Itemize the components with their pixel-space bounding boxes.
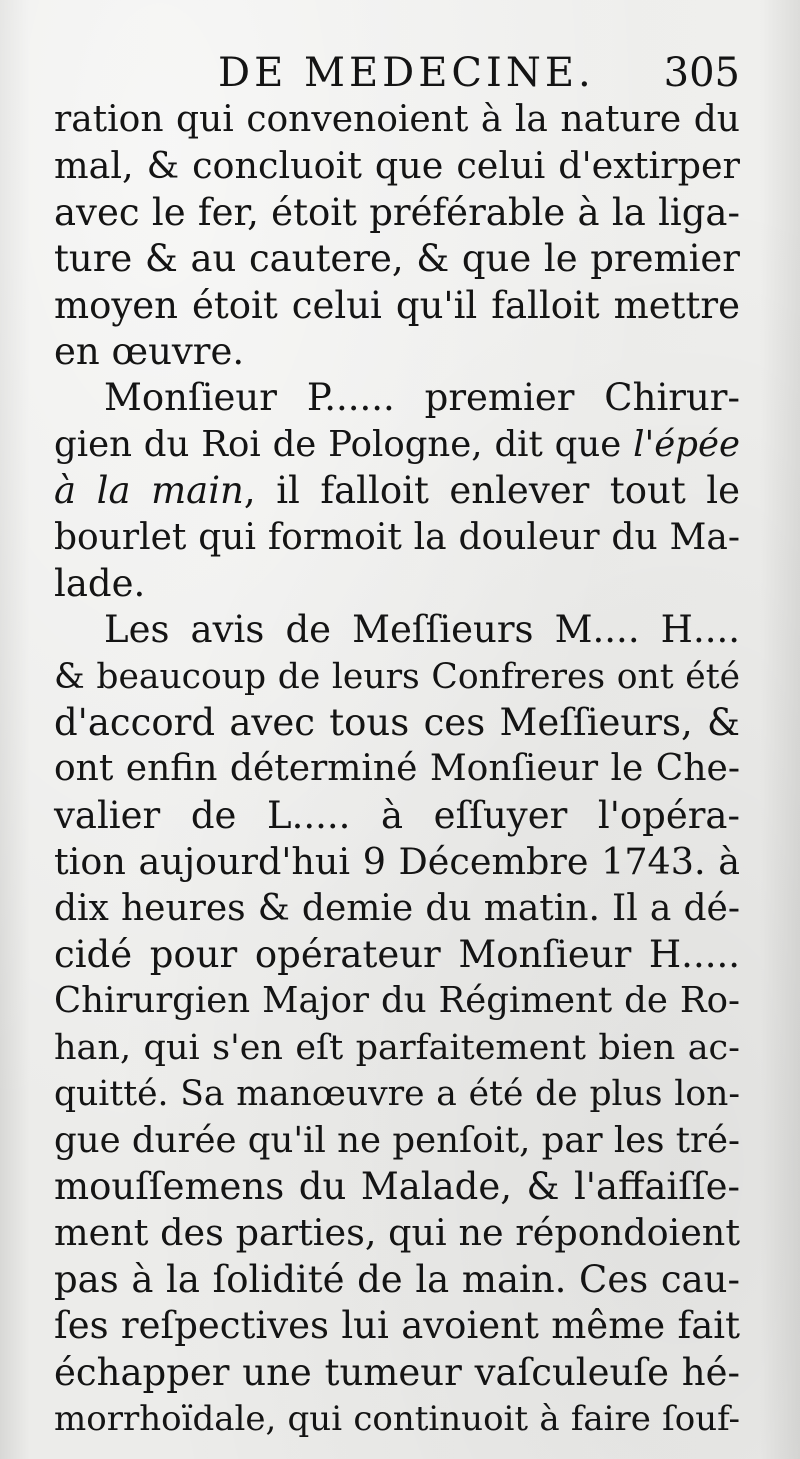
text-line: Chirurgien Major du Régiment de Ro-: [54, 980, 740, 1022]
text-segment: gien du Roi de Pologne, dit que: [54, 423, 622, 465]
text-segment: , il falloit enlever tout le: [243, 469, 740, 513]
page-header: [50, 48, 740, 98]
text-line: moyen étoit celui qu'il falloit mettre: [54, 283, 740, 327]
running-head: DE MEDECINE.: [218, 50, 595, 96]
text-line: bourlet qui formoit la douleur du Ma-: [54, 516, 740, 558]
page-number: 305: [663, 50, 740, 96]
text-line: quitté. Sa manœuvre a été de plus lon-: [54, 1074, 740, 1115]
text-line: ont enfin déterminé Monſieur le Che-: [54, 748, 740, 790]
text-line-with-italic: [54, 422, 740, 468]
italic-phrase: l'épée: [633, 423, 740, 465]
text-line: ture & au cautere, & que le premier: [54, 237, 740, 281]
text-line: mouſſemens du Malade, & l'affaiſſe-: [54, 1164, 740, 1208]
text-line: en œuvre.: [54, 329, 245, 373]
text-line: avec le fer, étoit préférable à la liga-: [54, 190, 740, 234]
text-line: lade.: [54, 561, 146, 605]
text-line: tion aujourd'hui 9 Décembre 1743. à: [54, 840, 740, 884]
text-line: échapper une tumeur vaſculeuſe hé-: [54, 1350, 740, 1394]
body-text: [54, 97, 740, 1442]
text-line: ment des parties, qui ne répondoient: [54, 1211, 740, 1255]
italic-phrase: à la main: [54, 469, 244, 513]
text-line: valier de L..... à eſſuyer l'opéra-: [54, 793, 740, 837]
text-line: han, qui s'en eſt parfaitement bien ac-: [54, 1027, 740, 1068]
text-line: & beaucoup de leurs Confreres ont été: [54, 656, 740, 697]
text-line: d'accord avec tous ces Meſſieurs, &: [54, 701, 740, 745]
text-line: mal, & concluoit que celui d'extirper: [54, 144, 740, 188]
text-line: pas à la ſolidité de la main. Ces cau-: [54, 1257, 740, 1301]
text-line-with-italic: [54, 468, 740, 514]
text-line: Les avis de Meſſieurs M.... H....: [104, 608, 740, 652]
text-line: ration qui convenoient à la nature du: [54, 99, 740, 140]
text-line: gue durée qu'il ne penſoit, par les tré-: [54, 1119, 740, 1161]
text-line: morrhoïdale, qui continuoit à faire ſouf-: [54, 1398, 740, 1439]
text-line: Monſieur P...... premier Chirur-: [104, 376, 740, 420]
text-line: ſes reſpectives lui avoient même fait: [54, 1304, 740, 1348]
text-line: cidé pour opérateur Monſieur H.....: [54, 933, 740, 977]
text-line: dix heures & demie du matin. Il a dé-: [54, 887, 740, 929]
